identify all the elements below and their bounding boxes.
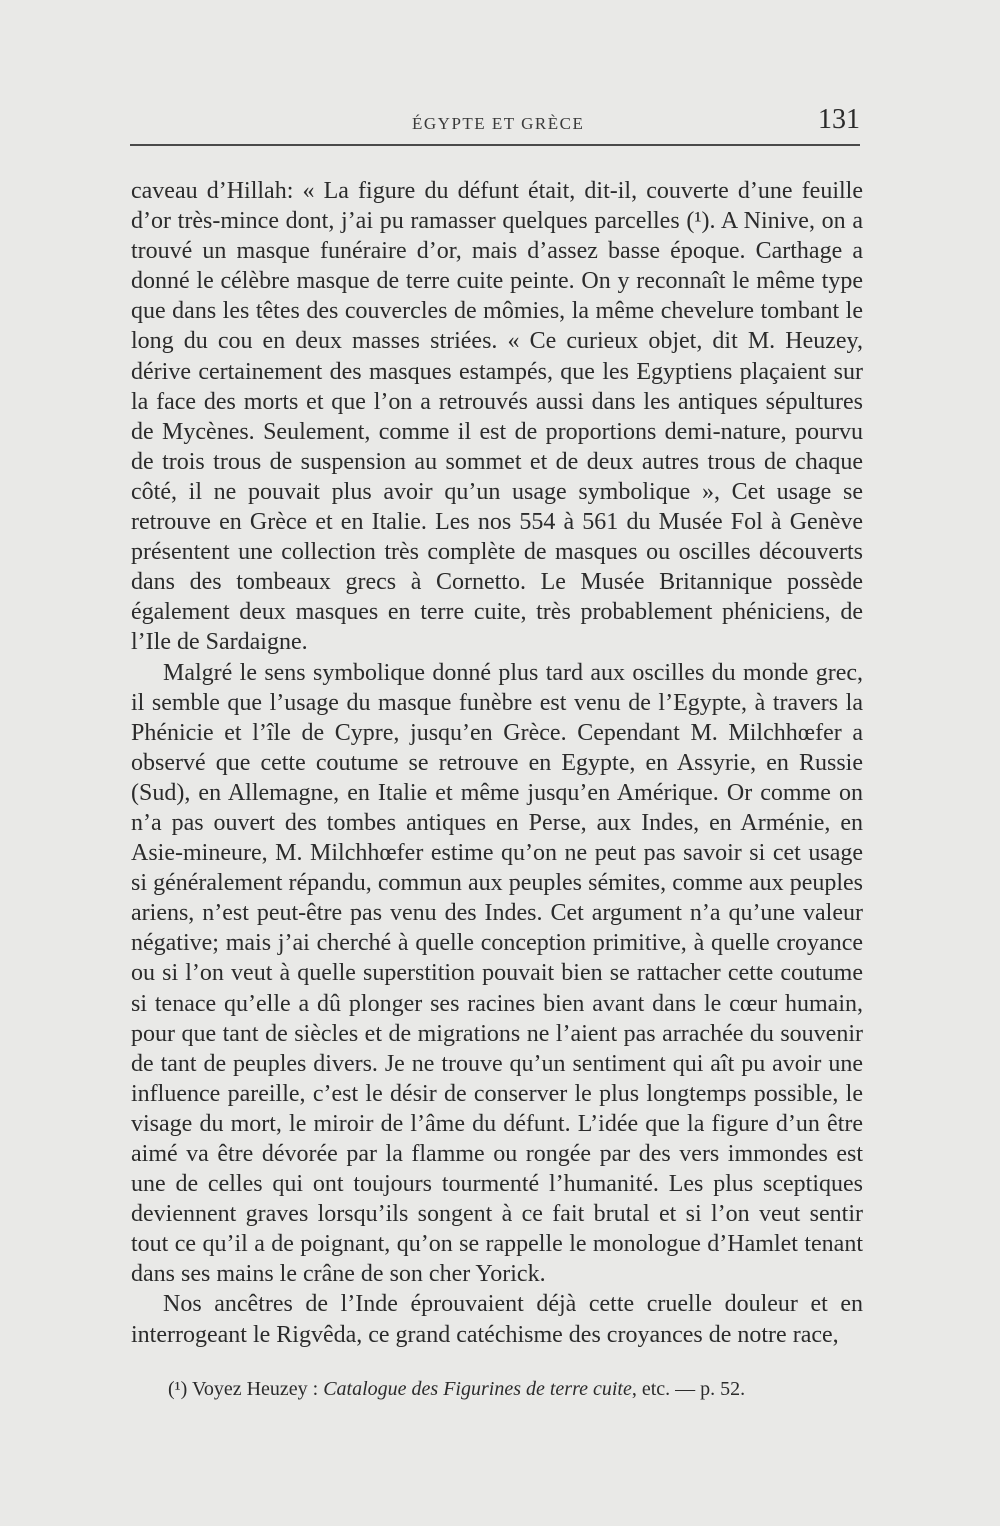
paragraph-1: caveau d’Hillah: « La figure du défunt était, dit-il, couverte d’une feuille d’or très-mince dont, j’ai pu ramasser quelques parcelles (¹). A Ninive, on a trouvé un masque funéraire d’or, mais d’assez basse époque. Carthage a donné le célèbre masque de terre cuite peinte. On y reconnaît le même type que dans les têtes des couvercles de mômies, la même chevelure tombant le long du cou en deux masses striées. « Ce curieux objet, dit M. Heuzey, dérive certainement des masques estampés, que les Egyptiens plaçaient sur la face des morts et que l’on a retrouvés aussi dans les antiques sépultures de Mycènes. Seulement, comme il est de proportions demi-nature, pourvu de trois trous de suspension au sommet et de deux autres trous de chaque côté, il ne pouvait plus avoir qu’un usage symbolique », Cet usage se retrouve en Grèce et en Italie. Les nos 554 à 561 du Musée Fol à Genève présentent une collection très complète de masques ou oscilles découverts dans des tombeaux grecs à Cornetto. Le Musée Britannique possède également deux masques en terre cuite, très probablement phéniciens, de l’Ile de Sardaigne. — [131, 178, 863, 656]
paragraph-3: Nos ancêtres de l’Inde éprouvaient déjà cette cruelle douleur et en interrogeant le Rigvêda, ce grand catéchisme des croyances de notre race, — [131, 1291, 863, 1348]
running-title: ÉGYPTE ET GRÈCE — [412, 114, 585, 133]
body-text — [131, 176, 863, 1350]
footnote-title: Catalogue des Figurines de terre cuite — [323, 1378, 632, 1400]
header-rule — [130, 144, 860, 146]
page-header — [130, 100, 860, 148]
page-number: 131 — [818, 104, 860, 135]
footnote — [168, 1376, 808, 1402]
paragraph-2: Malgré le sens symbolique donné plus tard aux oscilles du monde grec, il semble que l’usage du masque funèbre est venu de l’Egypte, à travers la Phénicie et l’île de Cypre, jusqu’en Grèce. Cependant M. Milchhœfer a observé que cette coutume se retrouve en Egypte, en Assyrie, en Russie (Sud), en Allemagne, en Italie et même jusqu’en Amérique. Or comme on n’a pas ouvert des tombes antiques en Perse, aux Indes, en Arménie, en Asie-mineure, M. Milchhœfer estime qu’on ne peut pas savoir si cet usage si généralement répandu, commun aux peuples sémites, comme aux peuples ariens, n’est peut-être pas venu des Indes. Cet argument n’a qu’une valeur négative; mais j’ai cherché à quelle conception primitive, à quelle croyance ou si l’on veut à quelle superstition pouvait bien se rattacher cette coutume si tenace qu’elle a dû plonger ses racines bien avant dans le cœur humain, pour que tant de siècles et de migrations ne l’aient pas arrachée du souvenir de tant de peuples divers. Je ne trouve qu’un sentiment qui aît pu avoir une influence pareille, c’est le désir de conserver le plus longtemps possible, le visage du mort, le miroir de l’âme du défunt. L’idée que la figure d’un être aimé va être dévorée par la flamme ou rongée par des vers immondes est une de celles qui ont toujours tourmenté l’humanité. Les plus sceptiques deviennent graves lorsqu’ils songent à ce fait brutal et si l’on veut sentir tout ce qu’il a de poignant, qu’on se rappelle le monologue d’Hamlet tenant dans ses mains le crâne de son cher Yorick. — [131, 659, 863, 1288]
footnote-marker: (¹) Voyez Heuzey : — [168, 1378, 324, 1400]
footnote-rest: , etc. — p. 52. — [631, 1378, 746, 1400]
